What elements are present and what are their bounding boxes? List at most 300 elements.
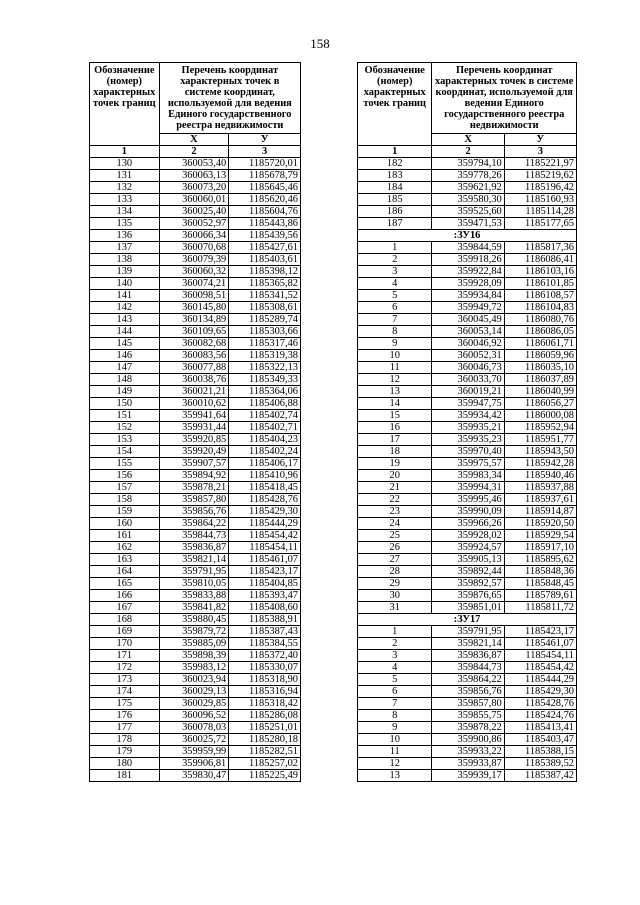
header-num-3: 3 [504, 146, 576, 158]
y-coordinate: 1185952,94 [504, 422, 576, 434]
header-x: X [159, 134, 229, 146]
point-number: 9 [358, 722, 432, 734]
point-number: 7 [358, 698, 432, 710]
point-number: 180 [90, 758, 160, 770]
point-number: 148 [90, 374, 160, 386]
table-row [90, 686, 301, 698]
table-row [90, 566, 301, 578]
table-row [358, 266, 577, 278]
table-row [90, 530, 301, 542]
x-coordinate: 359995,46 [432, 494, 504, 506]
y-coordinate: 1186086,05 [504, 326, 576, 338]
y-coordinate: 1185387,42 [504, 770, 576, 782]
point-number: 8 [358, 326, 432, 338]
y-coordinate: 1185917,10 [504, 542, 576, 554]
y-coordinate: 1185454,11 [504, 650, 576, 662]
x-coordinate: 359580,30 [432, 194, 504, 206]
table-row [358, 734, 577, 746]
point-number: 186 [358, 206, 432, 218]
x-coordinate: 359970,40 [432, 446, 504, 458]
point-number: 144 [90, 326, 160, 338]
y-coordinate: 1185720,01 [229, 158, 301, 170]
point-number: 165 [90, 578, 160, 590]
point-number: 133 [90, 194, 160, 206]
y-coordinate: 1185330,07 [229, 662, 301, 674]
x-coordinate: 359821,14 [159, 554, 229, 566]
table-row [358, 158, 577, 170]
point-number: 132 [90, 182, 160, 194]
point-number: 11 [358, 746, 432, 758]
table-row [90, 518, 301, 530]
y-coordinate: 1185418,45 [229, 482, 301, 494]
table-row [90, 158, 301, 170]
y-coordinate: 1186103,16 [504, 266, 576, 278]
table-row [90, 314, 301, 326]
x-coordinate: 360053,40 [159, 158, 229, 170]
y-coordinate: 1185429,30 [229, 506, 301, 518]
point-number: 187 [358, 218, 432, 230]
point-number: 24 [358, 518, 432, 530]
table-row [358, 566, 577, 578]
y-coordinate: 1185429,30 [504, 686, 576, 698]
x-coordinate: 359855,75 [432, 710, 504, 722]
x-coordinate: 359928,02 [432, 530, 504, 542]
table-row [358, 638, 577, 650]
table-row [358, 770, 577, 782]
point-number: 9 [358, 338, 432, 350]
x-coordinate: 359933,22 [432, 746, 504, 758]
y-coordinate: 1185811,72 [504, 602, 576, 614]
table-row [90, 302, 301, 314]
point-number: 16 [358, 422, 432, 434]
y-coordinate: 1185393,47 [229, 590, 301, 602]
x-coordinate: 359935,23 [432, 434, 504, 446]
point-number: 174 [90, 686, 160, 698]
y-coordinate: 1185388,91 [229, 614, 301, 626]
point-number: 166 [90, 590, 160, 602]
table-row [358, 602, 577, 614]
y-coordinate: 1185943,50 [504, 446, 576, 458]
point-number: 160 [90, 518, 160, 530]
table-row [358, 422, 577, 434]
table-row [90, 230, 301, 242]
point-number: 157 [90, 482, 160, 494]
x-coordinate: 360029,85 [159, 698, 229, 710]
x-coordinate: 359836,87 [432, 650, 504, 662]
x-coordinate: 359791,95 [159, 566, 229, 578]
table-row [358, 506, 577, 518]
y-coordinate: 1185282,51 [229, 746, 301, 758]
x-coordinate: 360052,31 [432, 350, 504, 362]
point-number: 136 [90, 230, 160, 242]
point-number: 158 [90, 494, 160, 506]
y-coordinate: 1185461,07 [504, 638, 576, 650]
y-coordinate: 1185219,62 [504, 170, 576, 182]
table-row [90, 194, 301, 206]
table-row [358, 626, 577, 638]
x-coordinate: 359922,84 [432, 266, 504, 278]
x-coordinate: 359933,87 [432, 758, 504, 770]
point-number: 149 [90, 386, 160, 398]
point-number: 145 [90, 338, 160, 350]
x-coordinate: 359856,76 [159, 506, 229, 518]
x-coordinate: 360025,72 [159, 734, 229, 746]
table-row [358, 254, 577, 266]
x-coordinate: 359821,14 [432, 638, 504, 650]
y-coordinate: 1185423,17 [504, 626, 576, 638]
y-coordinate: 1185937,61 [504, 494, 576, 506]
point-number: 151 [90, 410, 160, 422]
table-row [90, 770, 301, 782]
y-coordinate: 1185319,38 [229, 350, 301, 362]
table-row [90, 746, 301, 758]
x-coordinate: 359885,09 [159, 638, 229, 650]
x-coordinate: 359894,92 [159, 470, 229, 482]
x-coordinate: 359833,88 [159, 590, 229, 602]
x-coordinate: 359934,84 [432, 290, 504, 302]
x-coordinate: 359920,85 [159, 434, 229, 446]
point-number: 161 [90, 530, 160, 542]
section-row [358, 230, 577, 242]
point-number: 19 [358, 458, 432, 470]
x-coordinate: 360060,01 [159, 194, 229, 206]
x-coordinate: 360063,13 [159, 170, 229, 182]
table-row [358, 590, 577, 602]
point-number: 130 [90, 158, 160, 170]
x-coordinate: 359975,57 [432, 458, 504, 470]
x-coordinate: 359907,57 [159, 458, 229, 470]
point-number: 29 [358, 578, 432, 590]
point-number: 167 [90, 602, 160, 614]
table-row [358, 182, 577, 194]
y-coordinate: 1185406,88 [229, 398, 301, 410]
x-coordinate: 359836,87 [159, 542, 229, 554]
point-number: 12 [358, 374, 432, 386]
x-coordinate: 359794,10 [432, 158, 504, 170]
y-coordinate: 1185317,46 [229, 338, 301, 350]
left-table-body [90, 158, 301, 782]
table-row [90, 422, 301, 434]
point-number: 172 [90, 662, 160, 674]
point-number: 6 [358, 686, 432, 698]
x-coordinate: 360052,97 [159, 218, 229, 230]
point-number: 2 [358, 638, 432, 650]
point-number: 6 [358, 302, 432, 314]
x-coordinate: 360046,92 [432, 338, 504, 350]
table-row [90, 218, 301, 230]
point-number: 152 [90, 422, 160, 434]
y-coordinate: 1186080,76 [504, 314, 576, 326]
table-row [358, 242, 577, 254]
y-coordinate: 1185454,42 [229, 530, 301, 542]
y-coordinate: 1185424,76 [504, 710, 576, 722]
y-coordinate: 1185443,86 [229, 218, 301, 230]
table-row [358, 398, 577, 410]
x-coordinate: 360078,03 [159, 722, 229, 734]
x-coordinate: 360033,70 [432, 374, 504, 386]
y-coordinate: 1185678,79 [229, 170, 301, 182]
y-coordinate: 1185444,29 [229, 518, 301, 530]
table-row [358, 674, 577, 686]
y-coordinate: 1185280,18 [229, 734, 301, 746]
y-coordinate: 1185645,46 [229, 182, 301, 194]
y-coordinate: 1185895,62 [504, 554, 576, 566]
x-coordinate: 359841,82 [159, 602, 229, 614]
point-number: 10 [358, 734, 432, 746]
table-row [90, 470, 301, 482]
x-coordinate: 360109,65 [159, 326, 229, 338]
point-number: 28 [358, 566, 432, 578]
table-row [90, 506, 301, 518]
table-row [358, 194, 577, 206]
table-row [90, 290, 301, 302]
table-row [90, 482, 301, 494]
point-number: 20 [358, 470, 432, 482]
point-number: 142 [90, 302, 160, 314]
table-row [90, 242, 301, 254]
y-coordinate: 1185444,29 [504, 674, 576, 686]
x-coordinate: 359471,53 [432, 218, 504, 230]
x-coordinate: 360066,34 [159, 230, 229, 242]
point-number: 140 [90, 278, 160, 290]
y-coordinate: 1185398,12 [229, 266, 301, 278]
point-number: 168 [90, 614, 160, 626]
x-coordinate: 360145,80 [159, 302, 229, 314]
point-number: 26 [358, 542, 432, 554]
table-row [358, 338, 577, 350]
table-row [90, 326, 301, 338]
header-num-2: 2 [159, 146, 229, 158]
point-number: 135 [90, 218, 160, 230]
point-number: 3 [358, 650, 432, 662]
table-row [358, 386, 577, 398]
point-number: 176 [90, 710, 160, 722]
x-coordinate: 359994,31 [432, 482, 504, 494]
x-coordinate: 359844,59 [432, 242, 504, 254]
table-row [90, 710, 301, 722]
table-row [90, 374, 301, 386]
x-coordinate: 360083,56 [159, 350, 229, 362]
point-number: 8 [358, 710, 432, 722]
x-coordinate: 360060,32 [159, 266, 229, 278]
y-coordinate: 1186000,08 [504, 410, 576, 422]
point-number: 13 [358, 770, 432, 782]
x-coordinate: 359941,64 [159, 410, 229, 422]
point-number: 27 [358, 554, 432, 566]
x-coordinate: 359983,12 [159, 662, 229, 674]
section-label: :ЗУ16 [358, 230, 577, 242]
header-num-3: 3 [229, 146, 301, 158]
table-row [90, 338, 301, 350]
table-row [358, 278, 577, 290]
y-coordinate: 1185789,61 [504, 590, 576, 602]
point-number: 138 [90, 254, 160, 266]
table-row [358, 686, 577, 698]
y-coordinate: 1185408,60 [229, 602, 301, 614]
header-x: X [432, 134, 504, 146]
table-row [90, 434, 301, 446]
x-coordinate: 359621,92 [432, 182, 504, 194]
table-row [358, 698, 577, 710]
coordinates-table-left [89, 62, 301, 782]
table-row [358, 662, 577, 674]
point-number: 14 [358, 398, 432, 410]
y-coordinate: 1185404,23 [229, 434, 301, 446]
point-number: 183 [358, 170, 432, 182]
x-coordinate: 360021,21 [159, 386, 229, 398]
x-coordinate: 360073,20 [159, 182, 229, 194]
table-row [358, 470, 577, 482]
header-y: У [504, 134, 576, 146]
point-number: 4 [358, 662, 432, 674]
y-coordinate: 1185251,01 [229, 722, 301, 734]
x-coordinate: 359876,65 [432, 590, 504, 602]
y-coordinate: 1185316,94 [229, 686, 301, 698]
point-number: 5 [358, 290, 432, 302]
y-coordinate: 1185365,82 [229, 278, 301, 290]
x-coordinate: 359966,26 [432, 518, 504, 530]
y-coordinate: 1185929,54 [504, 530, 576, 542]
x-coordinate: 359857,80 [159, 494, 229, 506]
y-coordinate: 1185318,42 [229, 698, 301, 710]
x-coordinate: 359879,72 [159, 626, 229, 638]
table-row [358, 302, 577, 314]
x-coordinate: 359918,26 [432, 254, 504, 266]
x-coordinate: 359830,47 [159, 770, 229, 782]
y-coordinate: 1185318,90 [229, 674, 301, 686]
x-coordinate: 360023,94 [159, 674, 229, 686]
x-coordinate: 359864,22 [159, 518, 229, 530]
x-coordinate: 360079,39 [159, 254, 229, 266]
point-number: 175 [90, 698, 160, 710]
y-coordinate: 1185848,45 [504, 578, 576, 590]
table-row [90, 542, 301, 554]
table-row [90, 266, 301, 278]
y-coordinate: 1186101,85 [504, 278, 576, 290]
header-coordinates-list: Перечень координат характерных точек в системе координат, используемой для ведения Единого государственного реестра недвижимости [159, 63, 300, 134]
point-number: 13 [358, 386, 432, 398]
table-row [90, 410, 301, 422]
point-number: 153 [90, 434, 160, 446]
header-coordinates-list: Перечень координат характерных точек в системе координат, используемой для ведения Единого государственного реестра недвижимости [432, 63, 577, 134]
point-number: 11 [358, 362, 432, 374]
table-row [358, 314, 577, 326]
point-number: 134 [90, 206, 160, 218]
x-coordinate: 360046,73 [432, 362, 504, 374]
x-coordinate: 360053,14 [432, 326, 504, 338]
x-coordinate: 360098,51 [159, 290, 229, 302]
x-coordinate: 359900,86 [432, 734, 504, 746]
table-row [358, 494, 577, 506]
point-number: 22 [358, 494, 432, 506]
header-point-designation: Обозначение (номер) характерных точек границ [358, 63, 432, 146]
table-row [90, 206, 301, 218]
y-coordinate: 1185160,93 [504, 194, 576, 206]
x-coordinate: 359864,22 [432, 674, 504, 686]
y-coordinate: 1185951,77 [504, 434, 576, 446]
point-number: 184 [358, 182, 432, 194]
y-coordinate: 1185914,87 [504, 506, 576, 518]
x-coordinate: 359949,72 [432, 302, 504, 314]
x-coordinate: 360096,52 [159, 710, 229, 722]
coordinates-table-right [357, 62, 577, 782]
y-coordinate: 1185384,55 [229, 638, 301, 650]
y-coordinate: 1185177,65 [504, 218, 576, 230]
y-coordinate: 1186059,96 [504, 350, 576, 362]
y-coordinate: 1185372,40 [229, 650, 301, 662]
y-coordinate: 1185303,66 [229, 326, 301, 338]
x-coordinate: 360038,76 [159, 374, 229, 386]
table-row [358, 746, 577, 758]
x-coordinate: 359856,76 [432, 686, 504, 698]
table-row [90, 722, 301, 734]
x-coordinate: 359898,39 [159, 650, 229, 662]
x-coordinate: 360134,89 [159, 314, 229, 326]
table-row [90, 254, 301, 266]
point-number: 143 [90, 314, 160, 326]
x-coordinate: 359851,01 [432, 602, 504, 614]
y-coordinate: 1185322,13 [229, 362, 301, 374]
header-num-2: 2 [432, 146, 504, 158]
x-coordinate: 359880,45 [159, 614, 229, 626]
table-row [358, 650, 577, 662]
right-table-body [358, 158, 577, 782]
table-row [90, 362, 301, 374]
y-coordinate: 1185920,50 [504, 518, 576, 530]
table-row [358, 722, 577, 734]
table-row [90, 650, 301, 662]
y-coordinate: 1185286,08 [229, 710, 301, 722]
y-coordinate: 1185604,76 [229, 206, 301, 218]
point-number: 185 [358, 194, 432, 206]
y-coordinate: 1185406,17 [229, 458, 301, 470]
y-coordinate: 1186056,27 [504, 398, 576, 410]
point-number: 155 [90, 458, 160, 470]
y-coordinate: 1185257,02 [229, 758, 301, 770]
point-number: 21 [358, 482, 432, 494]
table-row [358, 446, 577, 458]
x-coordinate: 359947,75 [432, 398, 504, 410]
x-coordinate: 360025,40 [159, 206, 229, 218]
x-coordinate: 359920,49 [159, 446, 229, 458]
table-row [90, 590, 301, 602]
table-row [90, 182, 301, 194]
table-row [358, 362, 577, 374]
table-row [90, 446, 301, 458]
y-coordinate: 1185942,28 [504, 458, 576, 470]
point-number: 178 [90, 734, 160, 746]
table-row [358, 374, 577, 386]
table-row [90, 386, 301, 398]
y-coordinate: 1185341,52 [229, 290, 301, 302]
table-row [358, 218, 577, 230]
table-row [358, 434, 577, 446]
table-row [90, 626, 301, 638]
y-coordinate: 1185225,49 [229, 770, 301, 782]
table-row [358, 758, 577, 770]
table-row [358, 578, 577, 590]
y-coordinate: 1185364,06 [229, 386, 301, 398]
header-num-1: 1 [90, 146, 160, 158]
point-number: 154 [90, 446, 160, 458]
table-row [90, 278, 301, 290]
y-coordinate: 1185428,76 [229, 494, 301, 506]
table-row [90, 170, 301, 182]
point-number: 150 [90, 398, 160, 410]
point-number: 139 [90, 266, 160, 278]
y-coordinate: 1185423,17 [229, 566, 301, 578]
x-coordinate: 359906,81 [159, 758, 229, 770]
